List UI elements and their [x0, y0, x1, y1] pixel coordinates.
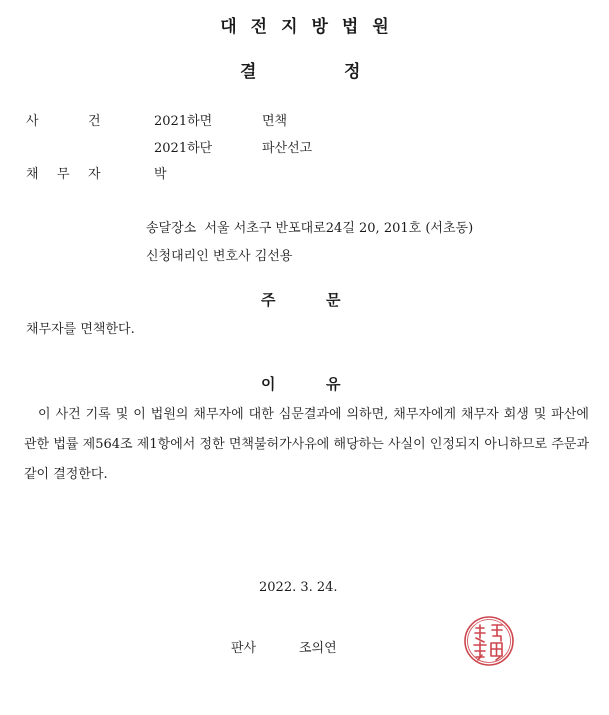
document-title-right: 정 — [344, 62, 361, 82]
order-heading-right: 문 — [326, 291, 341, 309]
reason-text: 이 사건 기록 및 이 법원의 채무자에 대한 심문결과에 의하면, 채무자에게 채무자 회생 및 파산에 관한 법률 제564조 제1항에서 정한 면책불허가사유에 해당하는 사실이 인정되지 아니하므로 주문과 같이 결정한다. — [24, 407, 589, 482]
case-number-1: 2021하면 — [154, 114, 213, 129]
case-type-1: 면책 — [262, 114, 288, 129]
decision-date: 2022. 3. 24. — [259, 580, 338, 595]
service-address: 송달장소 서울 서초구 반포대로24길 20, 201호 (서초동) — [146, 221, 474, 236]
case-label-b: 건 — [88, 114, 101, 129]
legal-agent: 신청대리인 변호사 김선용 — [146, 249, 293, 264]
court-name: 대전지방법원 — [220, 17, 403, 37]
order-heading-left: 주 — [261, 291, 276, 309]
judge-name: 조의연 — [299, 641, 337, 656]
reason-heading-left: 이 — [261, 375, 276, 393]
judge-title: 판사 — [231, 641, 257, 656]
case-number-2: 2021하단 — [154, 141, 213, 156]
case-label-a: 사 — [26, 114, 39, 129]
order-text: 채무자를 면책한다. — [26, 322, 135, 337]
reason-heading-right: 유 — [326, 375, 341, 393]
debtor-name: 박 — [154, 167, 167, 182]
debtor-label-2: 무 — [57, 167, 70, 182]
document-title-left: 결 — [240, 62, 257, 82]
case-type-2: 파산선고 — [262, 141, 313, 156]
judge-seal-stamp — [462, 614, 516, 668]
debtor-label-1: 채 — [26, 167, 39, 182]
debtor-label-3: 자 — [88, 167, 101, 182]
